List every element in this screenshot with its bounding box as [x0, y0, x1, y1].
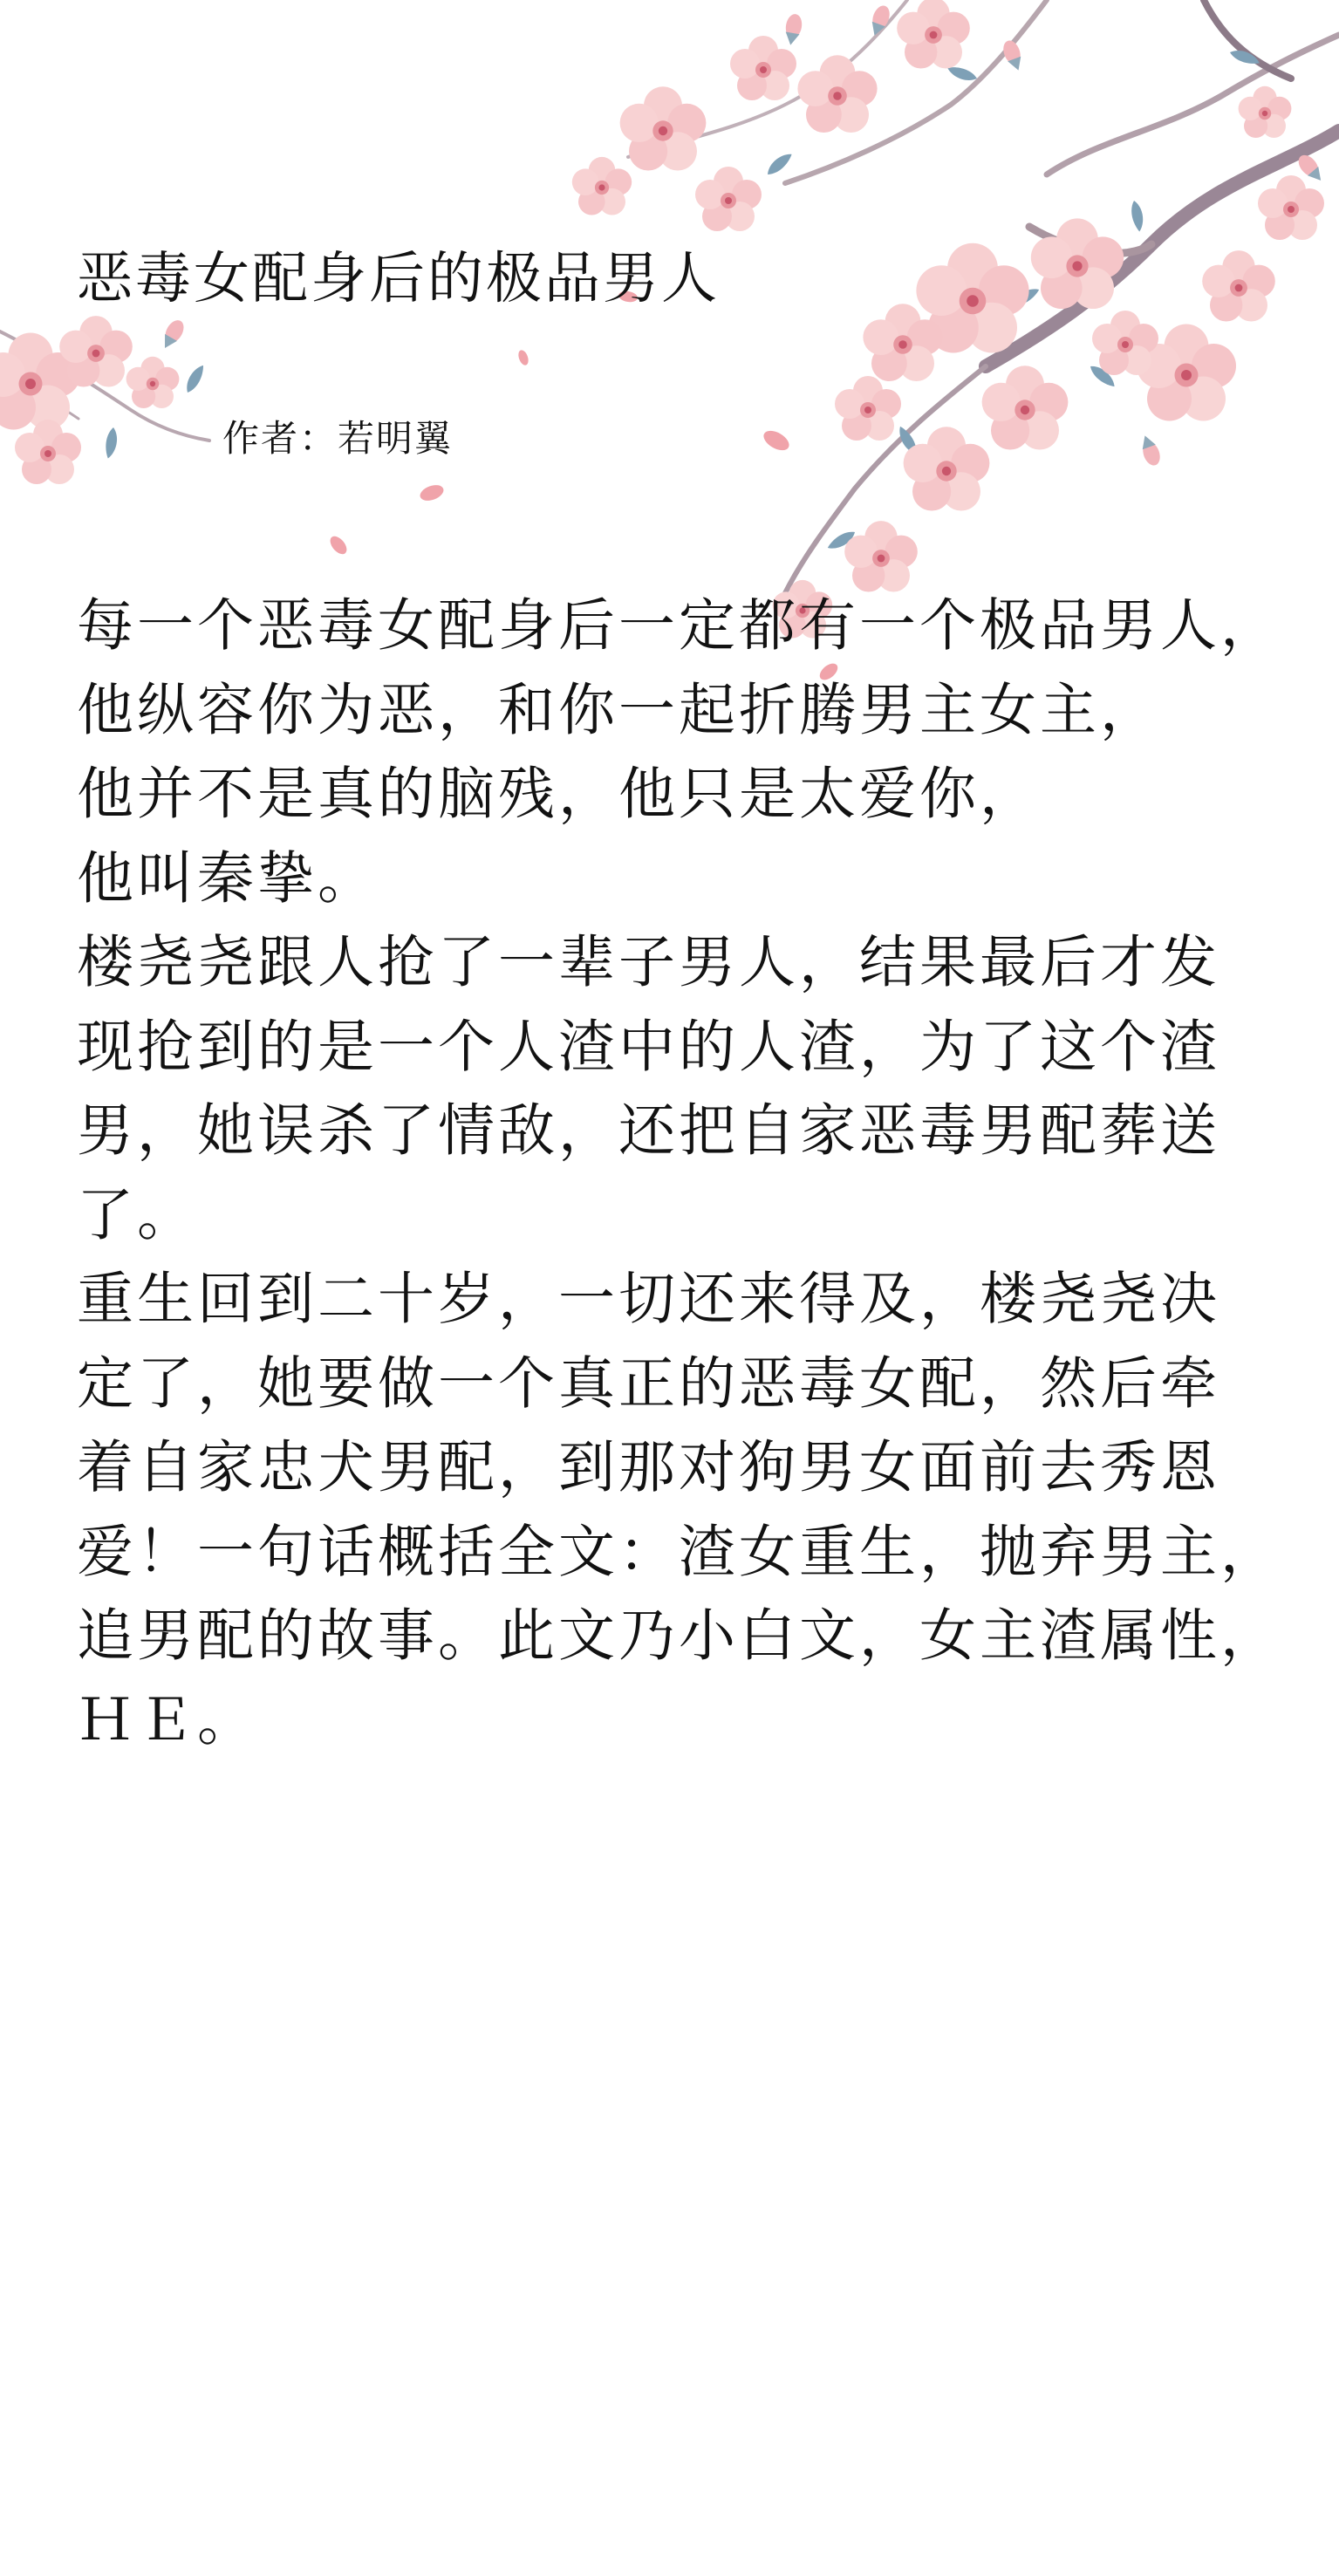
synopsis-line: 每一个恶毒女配身后一定都有一个极品男人，	[77, 593, 1281, 659]
book-title: 恶毒女配身后的极品男人	[77, 247, 720, 311]
synopsis-line: ＨＥ。	[77, 1687, 258, 1753]
synopsis-line: 了。	[77, 1182, 198, 1248]
blossom-group	[0, 0, 1324, 639]
synopsis-line: 他纵容你为恶，和你一起折腾男主女主，	[77, 677, 1161, 743]
synopsis-line: 他并不是真的脑残，他只是太爱你，	[77, 762, 1041, 827]
synopsis-line: 现抢到的是一个人渣中的人渣，为了这个渣	[77, 1014, 1221, 1080]
synopsis-line: 着自家忠犬男配，到那对狗男女面前去秀恩	[77, 1435, 1221, 1500]
author-label: 作者：	[222, 417, 338, 460]
synopsis-line: 追男配的故事。此文乃小白文，女主渣属性，	[77, 1603, 1281, 1669]
author-name: 若明翼	[338, 417, 454, 460]
synopsis-line: 楼尧尧跟人抢了一辈子男人，结果最后才发	[77, 930, 1221, 995]
synopsis	[77, 584, 1307, 1763]
synopsis-line: 男，她误杀了情敌，还把自家恶毒男配葬送	[77, 1098, 1221, 1164]
author-line	[222, 410, 453, 462]
synopsis-line: 重生回到二十岁，一切还来得及，楼尧尧决	[77, 1267, 1221, 1332]
synopsis-line: 爱！一句话概括全文：渣女重生，抛弃男主，	[77, 1519, 1281, 1585]
synopsis-line: 他叫秦挚。	[77, 845, 379, 912]
synopsis-line: 定了，她要做一个真正的恶毒女配，然后牵	[77, 1350, 1221, 1417]
